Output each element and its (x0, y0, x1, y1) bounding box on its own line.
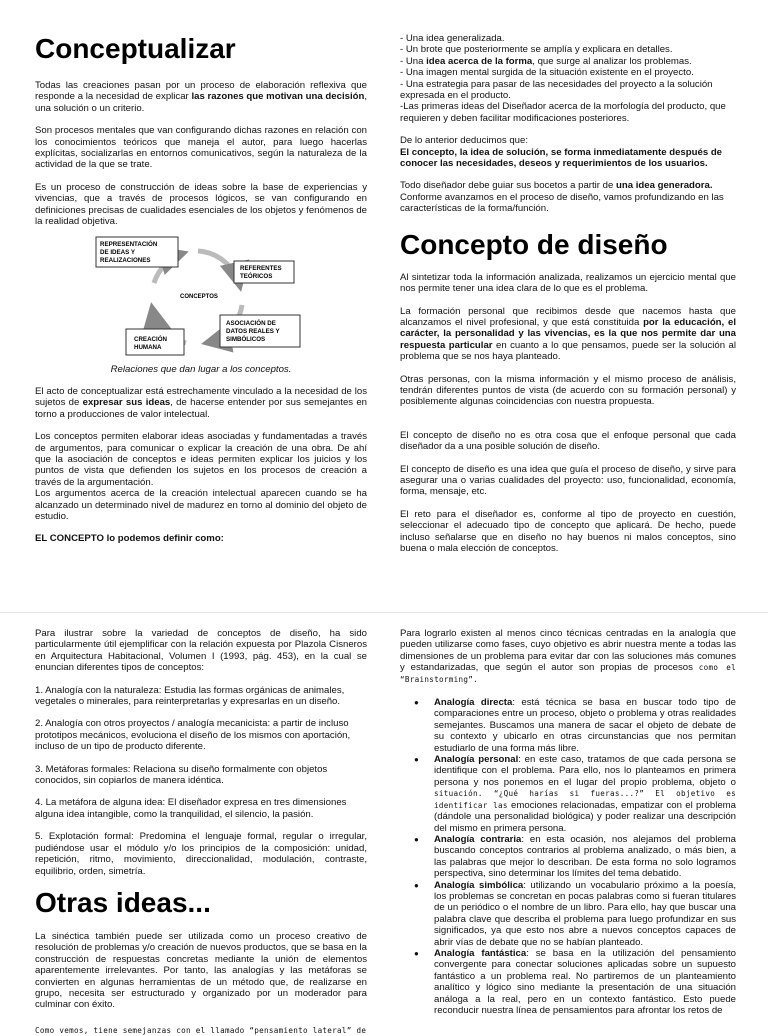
list-item: 1. Analogía con la naturaleza: Estudia las formas orgánicas de animales, vegetales o minerales, para reinterpretarlas y expresarlas en un diseño. (35, 684, 345, 708)
list-item: - Un brote que posteriormente se amplía y explicara en detalles. (400, 44, 673, 56)
paragraph: Otras personas, con la misma información y el mismo proceso de análisis, tendrán diferentes puntos de vista (de acuerdo con su formación personal) y posiblemente algunas coincidencias con nuestra propuesta. (400, 373, 736, 408)
title-otras-ideas: Otras ideas... (35, 886, 211, 918)
box-asociacion-line1: ASOCIACIÓN DE (226, 320, 276, 328)
paragraph: Es un proceso de construcción de ideas sobre la base de experiencias y vivencias, que a través de procesos lógicos, se van configurando en definiciones precisas de cualidades esenciales de los objetos y fenómenos de la realidad objetiva. (35, 181, 367, 228)
list-item: - Una idea acerca de la forma, que surge al analizar los problemas. (400, 55, 692, 67)
paragraph: El acto de conceptualizar está estrechamente vinculado a la necesidad de los sujetos de expresar sus ideas, de hacerse entender por sus semejantes en torno a producciones de valor intelectual. (35, 385, 368, 420)
paragraph: El concepto de diseño es una idea que guía el proceso de diseño, y sirve para asegurar una o varias cualidades del proyecto: uso, funcionalidad, economía, forma, mensaje, etc. (400, 463, 736, 498)
paragraph: Todo diseñador debe guiar sus bocetos a partir de una idea generadora. Conforme avanzamos en el proceso de diseño, vamos profundizando en las características de la forma/función. (400, 180, 724, 215)
paragraph: El reto para el diseñador es, conforme al tipo de proyecto en cuestión, seleccionar el adecuado tipo de concepto que aplicará. De hecho, puede incluso señalarse que en diseño no hay buenos ni malos conceptos, sino buena o mala elección de conceptos. (400, 508, 736, 554)
title-conceptualizar: Conceptualizar (35, 33, 236, 64)
paragraph: Para ilustrar sobre la variedad de conceptos de diseño, ha sido particularmente útil ejemplificar con la relación expuesta por Plazola Cisneros en Arquitectura Habitacional, Volumen I (1993, pág. 453), en la cual se enuncian diferentes tipos de conceptos: (35, 628, 367, 674)
concepts-diagram-svg (88, 235, 308, 363)
paragraph: Al sintetizar toda la información analizada, realizamos un ejercicio mental que nos permite tener una idea clara de lo que es el problema. (400, 271, 736, 295)
paragraph: De lo anterior deducimos que: (400, 135, 528, 147)
list-item: 2. Analogía con otros proyectos / analogía mecanicista: a partir de incluso prototipos mecánicos, evoluciona el diseño de los mismos con aportación, incluso de un tipo de producto diferente. (35, 718, 351, 753)
paragraph: La formación personal que recibimos desde que nacemos hasta que alcanzamos el nivel profesional, y que está constituida por la educación, el carácter, la personalidad y las vivencias, es la que nos permite dar una respuesta particular en cuanto a lo que pensamos, puede ser la solución al problema que se nos haya planteado. (400, 305, 736, 363)
list-item: - Una estrategia para pasar de las necesidades del proyecto a la solución expresada en el producto. (400, 78, 713, 102)
diagram-caption: Relaciones que dan lugar a los conceptos. (110, 364, 292, 376)
list-item: - Una idea generalizada. (400, 33, 505, 44)
list-item: ● Analogía simbólica: utilizando un vocabulario próximo a la poesía, los problemas se concretan en pocas palabras como si fueran titulares de un periódico o el nombre de un libro. Para ello, hay que buscar una palabra clave que describa el problema para luego profundizar en sus significados, ya que esto nos abre a nuevos conceptos capaces de abrir vías de debate que no se habían planteado. (434, 880, 736, 948)
box-creacion-line2: HUMANA (134, 344, 162, 352)
paragraph-bold: El concepto, la idea de solución, se forma inmediatamente después de conocer las necesidades, deseos y requerimientos de los usuarios. (400, 146, 723, 170)
paragraph: Para lograrlo existen al menos cinco técnicas centradas en la analogía que pueden utilizarse como fases, cuyo objetivo es abrir nuestra mente a todas las dimensiones de un problema para evitar dar con las soluciones más comunes y estandarizadas, que según el autor son propias de procesos como el “Brainstorming”. (400, 628, 737, 684)
list-item: ● Analogía fantástica: se basa en la utilización del pensamiento convergente para conectar soluciones aplicadas sobre un supuesto fantástico a un problema real. No partiremos de un planteamiento analítico y lógico sino mediante la presentación de una situación análoga a la real, pero en un contexto fantástico. Esto puede reconducir nuestra línea de pensamientos para afrontar los retos de (434, 948, 736, 1016)
box-asociacion-line2: DATOS REALES Y (226, 328, 280, 336)
paragraph: Son procesos mentales que van configurando dichas razones en relación con los conocimientos teóricos que maneja el autor, para luego hacerlas explícitas, socializarlas en entornos comunicativos, según la naturaleza de la actividad de la que se trate. (35, 125, 367, 171)
box-representacion-line2: DE IDEAS Y (100, 249, 135, 257)
paragraph: La sinéctica también puede ser utilizada como un proceso creativo de resolución de problemas y/o creación de nuevos productos, que se basa en la construcción de respuestas concretas mediante la unión de elementos aparentemente irrelevantes. Por tanto, las analogías y las metáforas se convierten en algunas herramientas de un método que, de realizarse en grupo, necesita ser estructurado y organizado por un moderador para culminar con éxito. (35, 930, 367, 1011)
paragraph: Los conceptos permiten elaborar ideas asociadas y fundamentadas a través de argumentos, para comunicar o explicar la creación de una obra. De ahí que la asociación de conceptos e ideas permiten explicar los juicios y los puntos de vista que defienden los sujetos en los procesos de creación a través de la argumentación. (35, 431, 367, 488)
concepts-diagram (88, 235, 308, 363)
box-representacion-line1: REPRESENTACIÓN (100, 241, 158, 249)
paragraph: Como vemos, tiene semejanzas con el llamado “pensamiento lateral” de (35, 1025, 367, 1035)
center-conceptos: CONCEPTOS (180, 294, 218, 301)
right-bottom-column (400, 628, 736, 1016)
page-divider (0, 612, 768, 613)
box-representacion-line3: REALIZACIONES (100, 257, 151, 265)
list-item: - Una imagen mental surgida de la situación existente en el proyecto. (400, 67, 694, 79)
paragraph: Los argumentos acerca de la creación intelectual aparecen cuando se ha alcanzado un determinado nivel de madurez en torno al dominio del objeto de estudio. (35, 488, 367, 522)
list-item: 4. La metáfora de alguna idea: El diseñador expresa en tres dimensiones alguna idea intangible, como la tranquilidad, el silencio, la pasión. (35, 797, 347, 820)
list-item: ● Analogía contraria: en esta ocasión, nos alejamos del problema buscando conceptos contrarios al problema analizado, o más bien, a las palabras que mejor lo describan. De esta forma no solo logramos perspectiva, sino determinar los límites del tema debatido. (434, 834, 736, 880)
right-top-column (400, 33, 736, 554)
analogias-list (400, 697, 736, 1016)
list-item: 5. Explotación formal: Predomina el lenguaje formal, regular o irregular, pudiéndose usar el módulo y/o los principios de la composición: unidad, repetición, ritmo, movimiento, direccionalidad, modulación, contraste, equilibrio, orden, simetría. (35, 831, 367, 877)
box-creacion-line1: CREACIÓN (134, 336, 168, 344)
paragraph: Todas las creaciones pasan por un proceso de elaboración reflexiva que responde a la necesidad de explicar las razones que motivan una decisión, una solución o un criterio. (35, 80, 368, 114)
list-item: ● Analogía personal: en este caso, tratamos de que cada persona se identifique con el problema. Para ello, nos lo planteamos en primera persona y nos ponemos en el lugar del propio problema, objeto o situación. “¿Qué harías si fueras...?” El objetivo es identificar las emociones relacionadas, empatizar con el problema (dándole una personalidad biológica) y poder realizar una descripción del mismo en primera persona. (434, 754, 736, 834)
paragraph-bold: EL CONCEPTO lo podemos definir como: (35, 533, 224, 545)
list-item: ● Analogía directa: está técnica se basa en buscar todo tipo de comparaciones entre un proceso, objeto o problema y otras realidades semejantes. Buscamos una manera de sacar el objeto de debate de su contexto y ubicarlo en otras circunstancias que nos permitan estudiarlo de una forma más libre. (434, 697, 736, 754)
left-top-column (35, 33, 367, 545)
list-item: -Las primeras ideas del Diseñador acerca de la morfología del producto, que requieren y deben facilitar modificaciones posteriores. (400, 101, 726, 124)
title-concepto-de-diseno: Concepto de diseño (400, 228, 668, 260)
left-bottom-column (35, 628, 367, 1036)
box-referentes-line2: TEÓRICOS (240, 273, 273, 281)
concepto-body (400, 272, 736, 555)
list-item: 3. Metáforas formales: Relaciona su diseño formalmente con objetos conocidos, sin copiarlos de manera idéntica. (35, 763, 328, 787)
box-referentes-line1: REFERENTES (240, 265, 282, 273)
paragraph: El concepto de diseño no es otra cosa que el enfoque personal que cada diseñador da a una posible solución de diseño. (400, 429, 736, 453)
box-asociacion-line3: SIMBÓLICOS (226, 336, 266, 344)
